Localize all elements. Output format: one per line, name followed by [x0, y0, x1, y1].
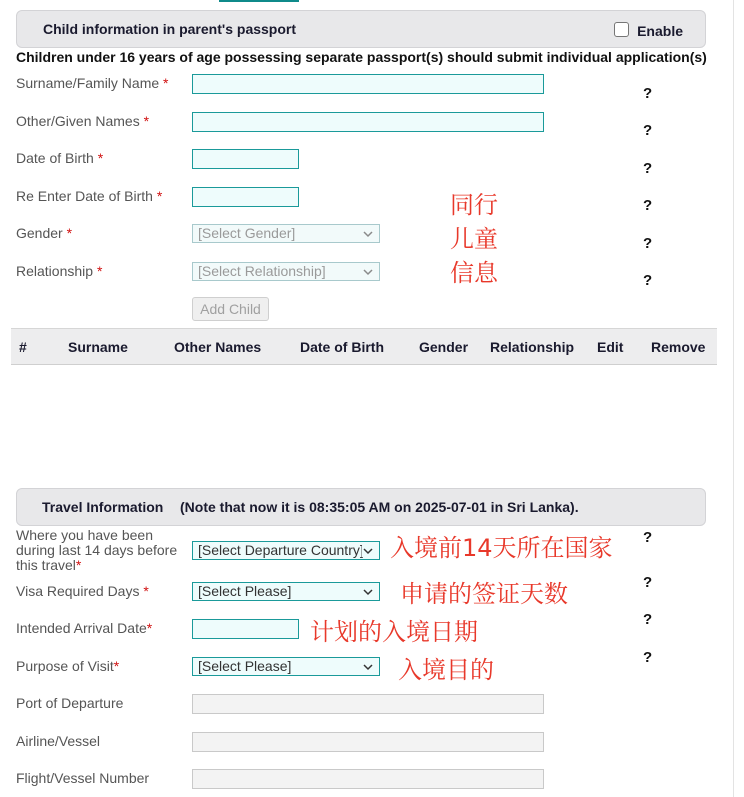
child-dob-input[interactable]: [192, 149, 299, 169]
relationship-select-value: [Select Relationship]: [198, 263, 326, 279]
col-relationship: Relationship: [490, 339, 575, 355]
child-dob-reenter-input[interactable]: [192, 187, 299, 207]
page-right-rule: [733, 0, 734, 797]
chevron-down-icon: [362, 228, 374, 240]
col-index: #: [19, 339, 27, 355]
help-icon[interactable]: ?: [643, 574, 653, 591]
help-icon[interactable]: ?: [643, 529, 653, 546]
surname-label: Surname/Family Name *: [16, 75, 169, 91]
help-icon[interactable]: ?: [643, 122, 653, 139]
dob-reenter-label: Re Enter Date of Birth *: [16, 188, 163, 204]
col-other-names: Other Names: [174, 339, 262, 355]
gender-select-value: [Select Gender]: [198, 225, 296, 241]
child-notice: Children under 16 years of age possessing separate passport(s) should submit individual application(s): [16, 49, 707, 65]
travel-section-title: Travel Information: [42, 499, 164, 515]
visa-days-label: Visa Required Days *: [16, 583, 149, 599]
col-surname: Surname: [68, 339, 128, 355]
child-given-names-input[interactable]: [192, 112, 544, 132]
help-icon[interactable]: ?: [643, 197, 653, 214]
annotation-child-3: 信息: [450, 259, 498, 287]
add-child-button[interactable]: Add Child: [192, 297, 269, 321]
col-edit: Edit: [597, 339, 624, 355]
gender-label: Gender *: [16, 225, 73, 241]
visa-days-value: [Select Please]: [198, 583, 292, 599]
visa-days-select[interactable]: [192, 582, 380, 601]
annotation-visa-days: 申请的签证天数: [400, 580, 568, 608]
port-departure-label: Port of Departure: [16, 695, 124, 711]
departure-country-select[interactable]: [192, 541, 380, 560]
help-icon[interactable]: ?: [643, 85, 653, 102]
annotation-arrival-date: 计划的入境日期: [310, 618, 478, 646]
annotation-purpose: 入境目的: [398, 656, 494, 684]
annotation-child-1: 同行: [450, 191, 498, 219]
annotation-departure-country: 入境前14天所在国家: [390, 534, 613, 562]
col-gender: Gender: [419, 339, 469, 355]
help-icon[interactable]: ?: [643, 611, 653, 628]
departure-country-label: Where you have been during last 14 days before this travel*: [16, 527, 178, 573]
col-dob: Date of Birth: [300, 339, 384, 355]
chevron-down-icon: [362, 586, 374, 598]
travel-time-note: (Note that now it is 08:35:05 AM on 2025-07-01 in Sri Lanka).: [180, 499, 579, 515]
help-icon[interactable]: ?: [643, 235, 653, 252]
help-icon[interactable]: ?: [643, 272, 653, 289]
child-section-header: [16, 10, 706, 48]
gender-select[interactable]: [192, 224, 380, 243]
enable-label: Enable: [637, 23, 683, 39]
child-surname-input[interactable]: [192, 74, 544, 94]
children-table-header: [11, 328, 717, 365]
chevron-down-icon: [362, 266, 374, 278]
purpose-label: Purpose of Visit*: [16, 658, 120, 674]
dob-label: Date of Birth *: [16, 150, 104, 166]
relationship-select[interactable]: [192, 262, 380, 281]
chevron-down-icon: [362, 661, 374, 673]
help-icon[interactable]: ?: [643, 649, 653, 666]
annotation-child-2: 儿童: [450, 225, 498, 253]
top-field-remnant: [219, 0, 299, 2]
given-names-label: Other/Given Names *: [16, 113, 150, 129]
port-departure-input[interactable]: [192, 694, 544, 714]
arrival-date-input[interactable]: [192, 619, 299, 639]
purpose-select[interactable]: [192, 657, 380, 676]
enable-checkbox[interactable]: [614, 22, 629, 37]
travel-section-header: [16, 488, 706, 526]
col-remove: Remove: [651, 339, 706, 355]
purpose-value: [Select Please]: [198, 658, 292, 674]
help-icon[interactable]: ?: [643, 160, 653, 177]
arrival-date-label: Intended Arrival Date*: [16, 620, 153, 636]
airline-input[interactable]: [192, 732, 544, 752]
relationship-label: Relationship *: [16, 263, 103, 279]
chevron-down-icon: [362, 545, 374, 557]
flight-number-input[interactable]: [192, 769, 544, 789]
departure-country-value: [Select Departure Country]: [198, 542, 364, 558]
flight-number-label: Flight/Vessel Number: [16, 770, 150, 786]
child-section-title: Child information in parent's passport: [43, 21, 297, 37]
enable-toggle[interactable]: [614, 20, 683, 39]
airline-label: Airline/Vessel: [16, 733, 101, 749]
